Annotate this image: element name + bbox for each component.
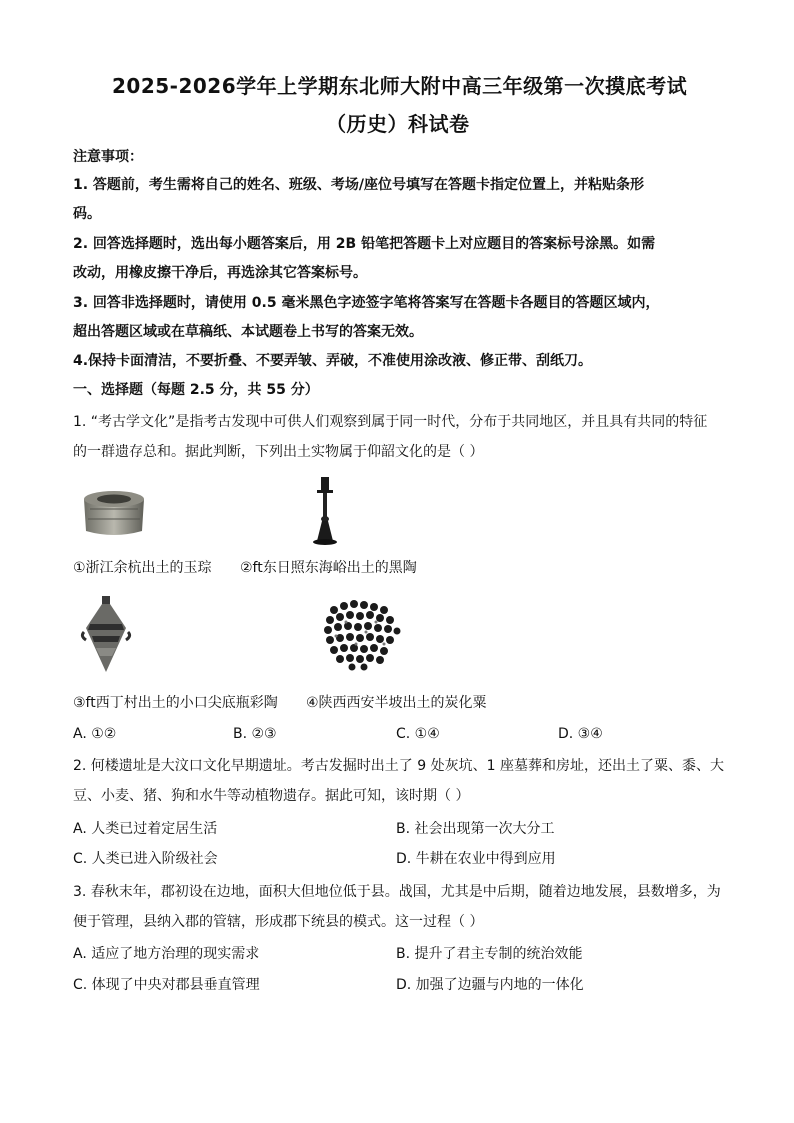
q2-option-c: C. 人类已进入阶级社会	[73, 851, 218, 867]
q3-option-b: B. 提升了君主专制的统治效能	[396, 946, 583, 962]
exam-subtitle: （历史）科试卷	[326, 112, 470, 136]
carbonized-millet-image	[322, 596, 402, 672]
q2-stem-line-1: 2. 何楼遗址是大汶口文化早期遗址。考古发掘时出土了 9 处灰坑、1 座墓葬和房址，还出土了粟、黍、大	[73, 758, 724, 774]
notice-item-3-line-1: 3. 回答非选择题时，请使用 0.5 毫米黑色字迹签字笔将答案写在答题卡各题目的答题区域内，	[73, 295, 660, 311]
q1-option-b: B. ②③	[233, 726, 277, 742]
notice-item-2-line-1: 2. 回答选择题时，选出每小题答案后，用 2B 铅笔把答题卡上对应题目的答案标号涂黑。如需	[73, 236, 656, 252]
q2-option-b: B. 社会出现第一次大分工	[396, 821, 555, 837]
notice-item-1-line-2: 码。	[73, 206, 101, 222]
q1-option-a: A. ①②	[73, 726, 117, 742]
painted-pottery-image	[80, 594, 132, 674]
q2-option-d: D. 牛耕在农业中得到应用	[396, 851, 556, 867]
q3-option-d: D. 加强了边疆与内地的一体化	[396, 977, 584, 993]
black-pottery-image	[311, 475, 339, 547]
q1-option-c: C. ①④	[396, 726, 440, 742]
q1-stem-line-1: 1. “考古学文化”是指考古发现中可供人们观察到属于同一时代，分布于共同地区，并且具有共同的特征	[73, 414, 708, 430]
q2-stem-line-2: 豆、小麦、猪、狗和水牛等动植物遗存。据此可知，该时期（ ）	[73, 788, 470, 804]
notice-item-2-line-2: 改动，用橡皮擦干净后，再选涂其它答案标号。	[73, 265, 367, 281]
q1-option-d: D. ③④	[558, 726, 603, 742]
q3-option-a: A. 适应了地方治理的现实需求	[73, 946, 260, 962]
notice-item-4: 4.保持卡面清洁，不要折叠、不要弄皱、弄破，不准使用涂改液、修正带、刮纸刀。	[73, 353, 593, 369]
exam-title: 2025-2026学年上学期东北师大附中高三年级第一次摸底考试	[112, 74, 688, 98]
notice-heading: 注意事项：	[73, 149, 143, 165]
section-heading: 一、选择题（每题 2.5 分，共 55 分）	[73, 382, 319, 398]
q3-option-c: C. 体现了中央对郡县垂直管理	[73, 977, 260, 993]
notice-item-1-line-1: 1. 答题前，考生需将自己的姓名、班级、考场/座位号填写在答题卡指定位置上，并粘贴条形	[73, 177, 645, 193]
q3-stem-line-2: 便于管理，县纳入郡的管辖，形成郡下统县的模式。这一过程（ ）	[73, 914, 484, 930]
q2-option-a: A. 人类已过着定居生活	[73, 821, 218, 837]
q1-item-3: ③ft西丁村出土的小口尖底瓶彩陶	[73, 695, 278, 711]
q1-item-1: ①浙江余杭出土的玉琮	[73, 560, 212, 576]
q1-item-2: ②ft东日照东海峪出土的黑陶	[240, 560, 417, 576]
notice-item-3-line-2: 超出答题区域或在草稿纸、本试题卷上书写的答案无效。	[73, 324, 423, 340]
q1-item-4: ④陕西西安半坡出土的炭化粟	[306, 695, 487, 711]
q1-stem-line-2: 的一群遗存总和。据此判断，下列出土实物属于仰韶文化的是（ ）	[73, 444, 484, 460]
q3-stem-line-1: 3. 春秋末年，郡初设在边地，面积大但地位低于县。战国，尤其是中后期，随着边地发展，县数增多，为	[73, 884, 721, 900]
jade-cong-image	[78, 487, 150, 543]
